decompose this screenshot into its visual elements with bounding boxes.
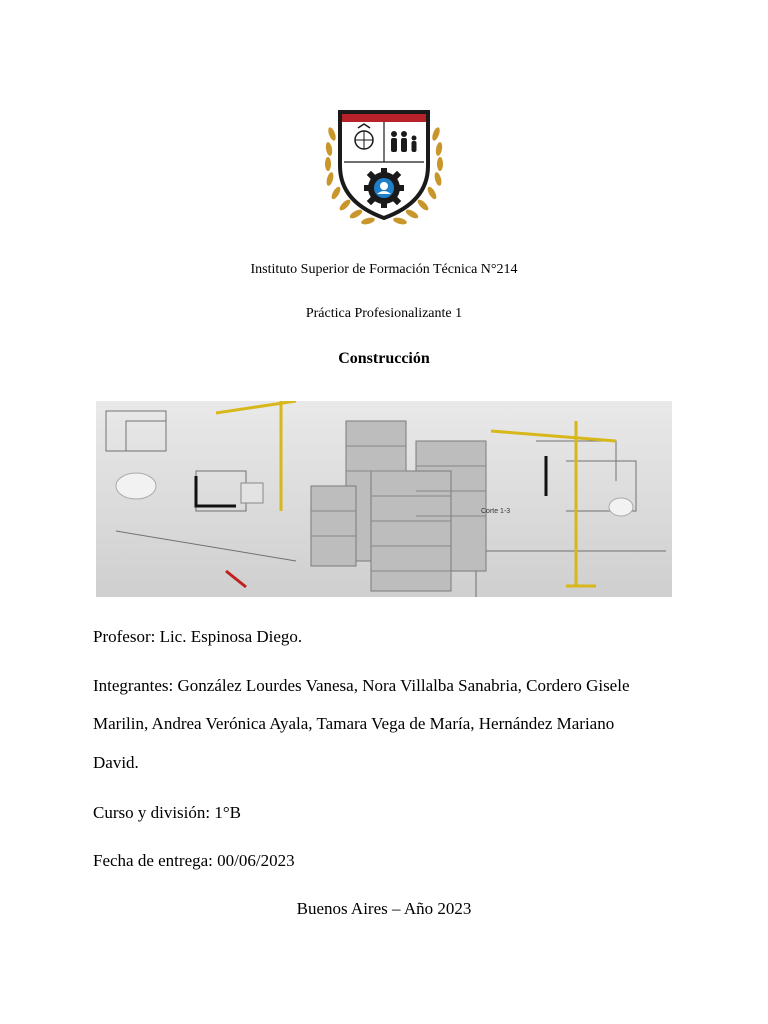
members-line: David. [93,753,139,772]
rolled-plan-right [609,498,633,516]
rolled-plan-left [116,473,156,499]
document-title: Construcción [338,350,430,367]
footer-location-year: Buenos Aires – Año 2023 [296,899,472,918]
ribbon [342,114,426,122]
construction-blueprint-image [96,401,672,597]
professor-line: Profesor: Lic. Espinosa Diego. [93,627,303,646]
subject-name: Práctica Profesionalizante 1 [305,306,463,321]
members-line: Marilin, Andrea Verónica Ayala, Tamara Vega de María, Hernández Mariano [93,714,615,733]
institute-crest-icon [318,104,450,230]
members-line: Integrantes: González Lourdes Vanesa, Nora Villalba Sanabria, Cordero Gisele [93,676,630,695]
gear-icon [364,168,404,208]
course-line: Curso y división: 1°B [93,803,242,822]
institution-name: Instituto Superior de Formación Técnica N°214 [250,262,518,277]
crest-graphic [318,104,450,230]
banner-graphic [96,401,672,597]
blueprint-label: Corte 1-3 [481,508,511,515]
delivery-date-line: Fecha de entrega: 00/06/2023 [93,851,295,870]
